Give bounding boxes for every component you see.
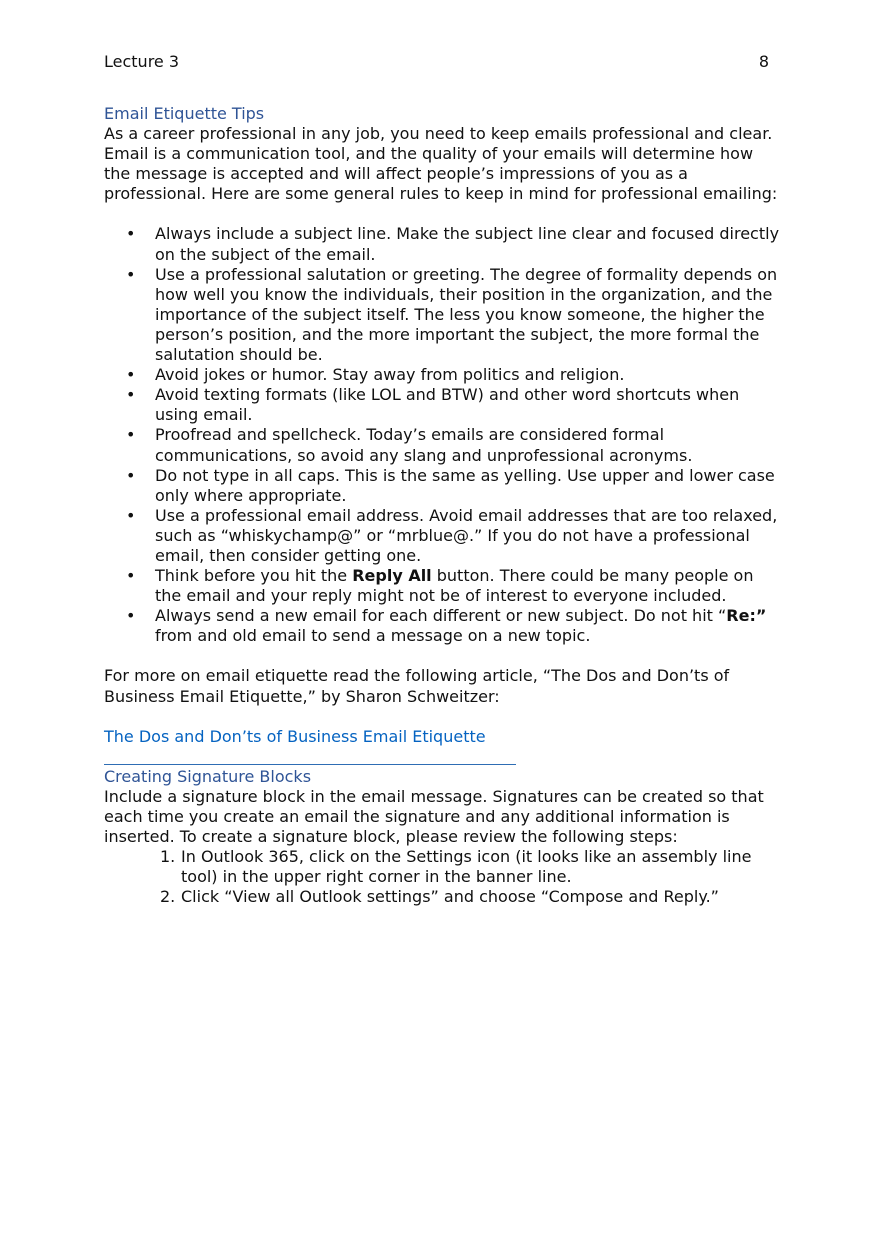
step-item: 1. In Outlook 365, click on the Settings icon (it looks like an assembly line tool) in the upper right corner in the banner line.: [160, 847, 752, 887]
bullet-icon: •: [126, 425, 136, 445]
list-item: • Use a professional salutation or greeting. The degree of formality depends on how well you know the individuals, their position in the organization, and the importance of the subject itself. The less you know someone, the higher the person’s position, and the more important the subject, the more formal the salutation should be.: [126, 264, 778, 365]
step-item: 2. Click “View all Outlook settings” and choose “Compose and Reply.”: [160, 887, 719, 907]
list-item: • Do not type in all caps. This is the same as yelling. Use upper and lower case only where appropriate.: [126, 465, 775, 505]
bullet-icon: •: [126, 264, 136, 284]
list-item: • Use a professional email address. Avoid email addresses that are too relaxed, such as “whiskychamp@” or “mrblue@.” If you do not have a professional email, then consider getting one.: [126, 505, 778, 565]
list-item: • Always include a subject line. Make the subject line clear and focused directly on the subject of the email.: [126, 224, 780, 264]
article-reference: For more on email etiquette read the following article, “The Dos and Don’ts of Business Email Etiquette,” by Sharon Schweitzer:: [104, 666, 730, 706]
list-item: • Think before you hit the Reply All button. There could be many people on the email and your reply might not be of interest to everyone included.: [126, 566, 754, 606]
bullet-icon: •: [126, 566, 136, 586]
bullet-icon: •: [126, 505, 136, 525]
etiquette-list: [104, 224, 780, 646]
list-item: • Proofread and spellcheck. Today’s emails are considered formal communications, so avoid any slang and unprofessional acronyms.: [126, 425, 693, 465]
page-number: 8: [758, 52, 769, 71]
page-header: [104, 52, 769, 72]
bullet-icon: •: [126, 224, 136, 244]
header-title: Lecture 3: [104, 52, 180, 71]
list-item: • Always send a new email for each different or new subject. Do not hit “Re:” from and old email to send a message on a new topic.: [126, 606, 767, 646]
section-heading-email-etiquette: Email Etiquette Tips: [104, 104, 265, 123]
list-item: • Avoid texting formats (like LOL and BTW) and other word shortcuts when using email.: [126, 385, 740, 425]
bullet-icon: •: [126, 385, 136, 405]
section-heading-signature-blocks: Creating Signature Blocks: [104, 766, 312, 786]
steps-list: [104, 847, 780, 907]
intro-paragraph: As a career professional in any job, you need to keep emails professional and clear. Email is a communication tool, and the quality of your emails will determine how the message is accepted and will affect people’s impressions of you as a professional. Here are some general rules to keep in mind for professional emailing:: [104, 124, 778, 204]
bullet-icon: •: [126, 465, 136, 485]
list-item: • Avoid jokes or humor. Stay away from politics and religion.: [126, 365, 625, 385]
divider: [104, 764, 516, 765]
article-link[interactable]: The Dos and Don’ts of Business Email Etiquette: [104, 726, 486, 746]
signature-intro: Include a signature block in the email message. Signatures can be created so that each time you create an email the signature and any additional information is inserted. To create a signature block, please review the following steps:: [104, 786, 764, 846]
bullet-icon: •: [126, 365, 136, 385]
document-body: [104, 104, 780, 907]
bullet-icon: •: [126, 606, 136, 626]
